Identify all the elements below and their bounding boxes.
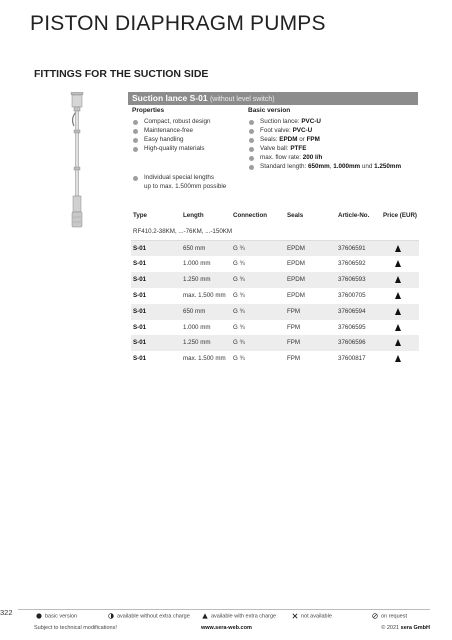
- list-item: Compact, robust design: [132, 118, 211, 127]
- triangle-icon: [395, 292, 401, 299]
- product-name: Suction lance S-01: [132, 93, 208, 103]
- filled-circle-icon: [36, 613, 42, 619]
- basic-version-heading: Basic version: [248, 107, 291, 114]
- footer-divider: [18, 609, 430, 610]
- table-subheader-row: [131, 224, 419, 241]
- table-row: S-01 1.250 mm G ¾ FPM 37606596: [131, 335, 419, 351]
- legend-with-extra-charge: available with extra charge: [202, 613, 276, 619]
- legend-without-extra-charge: available without extra charge: [108, 613, 190, 619]
- list-item: High-quality materials: [132, 145, 211, 154]
- list-item: max. flow rate: 200 l/h: [248, 154, 401, 163]
- table-header-row: [131, 208, 419, 224]
- on-request-icon: [372, 613, 378, 619]
- bullet-icon: [133, 147, 138, 152]
- triangle-icon: [395, 260, 401, 267]
- legend-not-available: not available: [292, 613, 332, 619]
- bullet-icon: [133, 138, 138, 143]
- table-row: S-01 1.250 mm G ¾ EPDM 37606593: [131, 272, 419, 288]
- bullet-icon: [249, 129, 254, 134]
- list-item: Standard length: 650mm, 1.000mm und 1.250mm: [248, 163, 401, 172]
- triangle-icon: [395, 245, 401, 252]
- table-row: S-01 650 mm G ¾ FPM 37606594: [131, 304, 419, 320]
- bullet-icon: [133, 176, 138, 181]
- special-length-note: Individual special lengths up to max. 1.500mm possible: [132, 174, 226, 192]
- legend-basic-version: basic version: [36, 613, 77, 619]
- product-name-note: (without level switch): [209, 96, 275, 103]
- website-link[interactable]: www.sera-web.com: [201, 625, 252, 631]
- legend-on-request: on request: [372, 613, 407, 619]
- pump-models-label: RF410.2-38KM, ...-76KM, ...-150KM: [133, 227, 233, 235]
- triangle-icon: [202, 613, 208, 619]
- column-header-length: Length: [183, 212, 204, 219]
- triangle-icon: [395, 355, 401, 362]
- triangle-icon: [395, 308, 401, 315]
- table-row: S-01 max. 1.500 mm G ¾ FPM 37600817: [131, 351, 419, 367]
- list-item: Maintenance-free: [132, 127, 211, 136]
- column-header-price: Price (EUR): [382, 212, 417, 219]
- disclaimer-text: Subject to technical modifications!: [34, 625, 117, 631]
- column-header-connection: Connection: [233, 212, 268, 219]
- table-row: S-01 1.000 mm G ¾ FPM 37606595: [131, 320, 419, 336]
- list-item: Seals: EPDM or FPM: [248, 136, 401, 145]
- list-item: Easy handling: [132, 136, 211, 145]
- list-item: Suction lance: PVC-U: [248, 118, 401, 127]
- properties-list: [132, 118, 211, 154]
- table-row: S-01 1.000 mm G ¾ EPDM 37606592: [131, 256, 419, 272]
- bullet-icon: [133, 129, 138, 134]
- triangle-icon: [395, 276, 401, 283]
- bullet-icon: [249, 147, 254, 152]
- half-circle-icon: [108, 613, 114, 619]
- bullet-icon: [249, 138, 254, 143]
- list-item: Foot valve: PVC-U: [248, 127, 401, 136]
- bullet-icon: [249, 165, 254, 170]
- product-table: [131, 208, 419, 367]
- page-number: 322: [0, 608, 13, 617]
- table-row: S-01 max. 1.500 mm G ¾ EPDM 37600705: [131, 288, 419, 304]
- copyright-text: © 2021 sera GmbH: [381, 625, 430, 631]
- suction-lance-image: [66, 92, 88, 232]
- page-title: PISTON DIAPHRAGM PUMPS: [30, 12, 326, 35]
- column-header-article-no: Article-No.: [338, 212, 370, 219]
- product-header-bar: [128, 92, 418, 105]
- bullet-icon: [133, 120, 138, 125]
- column-header-seals: Seals: [287, 212, 304, 219]
- bullet-icon: [249, 120, 254, 125]
- section-title: FITTINGS FOR THE SUCTION SIDE: [34, 68, 209, 80]
- table-row: S-01 650 mm G ¾ EPDM 37606591: [131, 241, 419, 257]
- properties-heading: Properties: [132, 107, 165, 114]
- list-item: Valve ball: PTFE: [248, 145, 401, 154]
- triangle-icon: [395, 324, 401, 331]
- column-header-type: Type: [133, 212, 147, 219]
- triangle-icon: [395, 339, 401, 346]
- bullet-icon: [249, 156, 254, 161]
- cross-icon: [292, 613, 298, 619]
- basic-version-list: [248, 118, 401, 171]
